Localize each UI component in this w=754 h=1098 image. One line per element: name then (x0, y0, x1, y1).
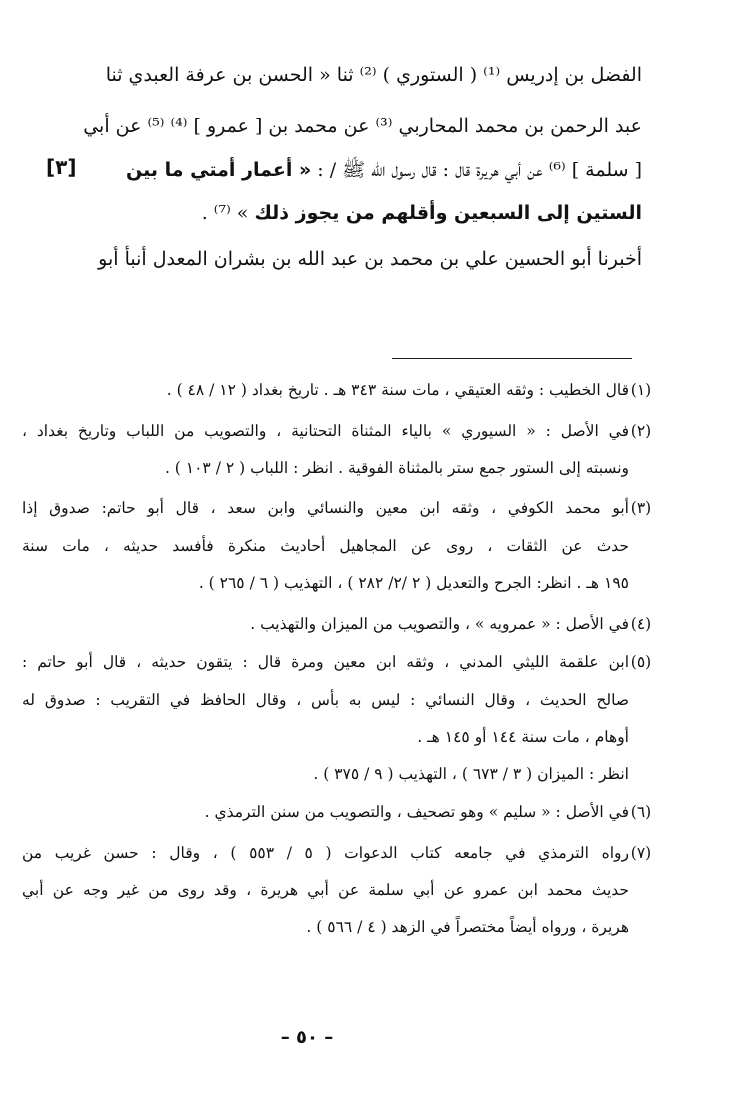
footnote-3-line-2: حدث عن الثقات ، روى عن المجاهيل أحاديث منكرة فأفسد حديثه ، مات سنة (22, 537, 629, 555)
page-number: – ٥٠ – (280, 1027, 334, 1048)
footnote-divider (392, 358, 632, 359)
footnote-number: (٣) (630, 499, 652, 517)
main-line-5: أخبرنا أبو الحسين علي بن محمد بن عبد الله بن بشران المعدل أنبأ أبو (98, 248, 642, 270)
footnote-7-line-2: حديث محمد ابن عمرو عن أبي سلمة عن أبي هريرة ، وقد روى من غير وجه عن أبي (22, 881, 629, 899)
main-line-4 (115, 198, 642, 230)
footnote-5-line-4: انظر : الميزان ( ٣ / ٦٧٣ ) ، التهذيب ( ٩ / ٣٧٥ ) . (313, 765, 629, 783)
main-line-3-bold: « أعمار أمتي ما بين (126, 159, 312, 181)
footnote-number: (٤) (630, 615, 652, 633)
footnote-4-line-1: في الأصل : « عمرويه » ، والتصويب من الميزان والتهذيب . (250, 615, 629, 633)
footnote-number: (٧) (630, 844, 652, 862)
footnote-5-line-2: صالح الحديث ، وقال النسائي : ليس به بأس ، وقال الحافظ في التقريب : صدوق له (22, 691, 629, 709)
main-line-4-end: » ⁽⁷⁾ . (201, 202, 249, 224)
footnote-5-line-1: ابن علقمة الليثي المدني ، وثقه ابن معين ومرة قال : يتقون حديثه ، قال أبو حاتم : (22, 653, 629, 671)
main-line-3 (115, 155, 642, 187)
footnote-6-line-1: في الأصل : « سليم » وهو تصحيف ، والتصويب من سنن الترمذي . (204, 803, 629, 821)
footnote-7-line-3: هريرة ، ورواه أيضاً مختصراً في الزهد ( ٤ / ٥٦٦ ) . (306, 918, 629, 936)
footnote-number: (٥) (630, 653, 652, 671)
main-line-2: عبد الرحمن بن محمد المحاربي ⁽³⁾ عن محمد بن [ عمرو ] ⁽⁴⁾ ⁽⁵⁾ عن أبي (83, 115, 642, 137)
footnote-3-line-3: ١٩٥ هـ . انظر: الجرح والتعديل ( ٢ /٢/ ٢٨٢ ) ، التهذيب ( ٦ / ٢٦٥ ) . (198, 574, 629, 592)
footnote-1-line-1: قال الخطيب : وثقه العتيقي ، مات سنة ٣٤٣ هـ . تاريخ بغداد ( ١٢ / ٤٨ ) . (166, 381, 629, 399)
main-line-1: الفضل بن إدريس ⁽¹⁾ ( الستوري ) ⁽²⁾ ثنا « الحسن بن عرفة العبدي ثنا (105, 64, 642, 86)
main-line-4-bold: الستين إلى السبعين وأقلهم من يجوز ذلك (254, 202, 642, 224)
footnote-5-line-3: أوهام ، مات سنة ١٤٤ أو ١٤٥ هـ . (417, 728, 629, 746)
footnote-2-line-1: في الأصل : « السيوري » بالياء المثناة التحتانية ، والتصويب من اللباب وتاريخ بغداد ، (22, 422, 629, 440)
footnote-number: (٢) (630, 422, 652, 440)
footnote-7-line-1: رواه الترمذي في جامعه كتاب الدعوات ( ٥ / ٥٥٣ ) ، وقال : حسن غريب من (22, 844, 629, 862)
footnote-number: (١) (630, 381, 652, 399)
footnote-number: (٦) (630, 803, 652, 821)
main-line-3-regular: [ سلمة ] ⁽⁶⁾ عن أبي هريرة قال : قال رسول الله ﷺ / : (317, 159, 642, 181)
footnote-3-line-1: أبو محمد الكوفي ، وثقه ابن معين والنسائي وابن سعد ، قال أبو حاتم: صدوق إذا (22, 499, 629, 517)
footnote-2-line-2: ونسبته إلى الستور جمع ستر بالمثناة الفوقية . انظر : اللباب ( ٢ / ١٠٣ ) . (164, 459, 629, 477)
hadith-number: [٣] (46, 155, 77, 179)
